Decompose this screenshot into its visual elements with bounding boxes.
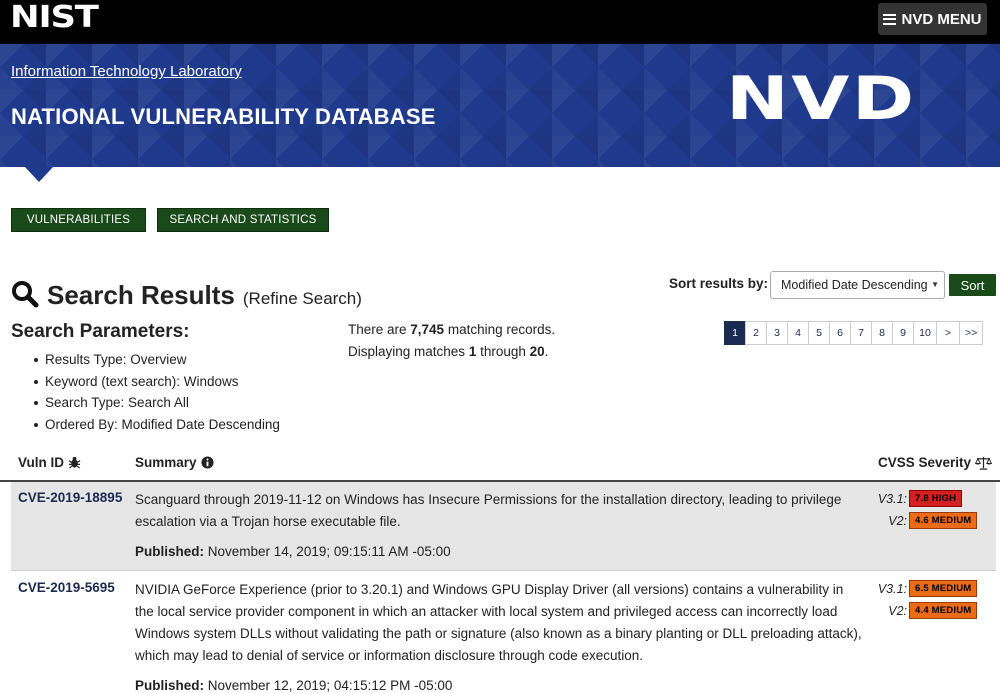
- page-8[interactable]: 8: [871, 321, 893, 345]
- display-end: .: [544, 344, 549, 359]
- cvss-v3: [877, 490, 962, 507]
- cvss-v2: [877, 512, 977, 529]
- top-bar: [0, 0, 1000, 44]
- itl-link[interactable]: Information Technology Laboratory: [11, 63, 242, 80]
- match-suffix: matching records.: [444, 322, 556, 337]
- search-icon: [11, 280, 39, 308]
- info-icon: [201, 456, 214, 469]
- banner-notch: [25, 167, 53, 182]
- bug-icon: [68, 456, 81, 469]
- search-results-heading: [11, 276, 362, 311]
- cvss-v2-label: V2:: [888, 603, 907, 618]
- display-from: 1: [468, 344, 477, 359]
- pagination: [725, 321, 983, 345]
- param-item: Results Type: Overview: [34, 349, 280, 371]
- cve-summary: Scanguard through 2019-11-12 on Windows has Insecure Permissions for the installation directory, leading to privilege escalation via a Trojan horse executable file.: [135, 492, 842, 529]
- page-2[interactable]: 2: [745, 321, 767, 345]
- cve-id-link[interactable]: CVE-2019-5695: [18, 580, 115, 595]
- display-through: through: [476, 344, 530, 359]
- refine-search-link[interactable]: (Refine Search): [242, 289, 362, 308]
- page-9[interactable]: 9: [892, 321, 914, 345]
- nvd-menu-label: NVD MENU: [901, 10, 982, 28]
- nist-logo[interactable]: NIST: [10, 0, 98, 35]
- param-item: Search Type: Search All: [34, 392, 280, 414]
- published-label: Published:: [135, 544, 205, 559]
- severity-badge[interactable]: 6.5 MEDIUM: [909, 580, 977, 597]
- page-4[interactable]: 4: [787, 321, 809, 345]
- severity-badge[interactable]: 4.6 MEDIUM: [909, 512, 977, 529]
- match-count: 7,745: [410, 322, 445, 337]
- sort-label: Sort results by:: [669, 276, 769, 291]
- cve-summary: NVIDIA GeForce Experience (prior to 3.20.1) and Windows GPU Display Driver (all versions) contains a vulnerability in the local service provider component in which an attacker with local system and privileged access can incorrectly load Windows system DLLs without validating the path or signature (also known as a binary planting or DLL preloading attack), which may lead to denial of service or information disclosure through code execution.: [135, 582, 862, 663]
- col-vuln-id-label: Vuln ID: [18, 455, 64, 470]
- table-row: [11, 482, 996, 571]
- cvss-v2-label: V2:: [888, 513, 907, 528]
- search-parameters-title: Search Parameters:: [11, 321, 190, 342]
- published-label: Published:: [135, 678, 205, 693]
- match-prefix: There are: [348, 322, 411, 337]
- cve-id-link[interactable]: CVE-2019-18895: [18, 490, 123, 505]
- published-date: [135, 678, 452, 693]
- page-5[interactable]: 5: [808, 321, 830, 345]
- match-summary: [348, 319, 555, 363]
- sort-button[interactable]: Sort: [949, 274, 996, 296]
- display-prefix: Displaying matches: [348, 344, 469, 359]
- param-item: Ordered By: Modified Date Descending: [34, 414, 280, 436]
- page-last[interactable]: >>: [959, 321, 983, 345]
- vulnerabilities-button[interactable]: VULNERABILITIES: [11, 208, 146, 232]
- cvss-v2: [877, 602, 977, 619]
- col-summary[interactable]: [135, 455, 214, 470]
- page-1[interactable]: 1: [724, 321, 746, 345]
- hamburger-icon: [883, 14, 896, 25]
- param-item: Keyword (text search): Windows: [34, 371, 280, 393]
- severity-badge[interactable]: 7.8 HIGH: [909, 490, 962, 507]
- col-summary-label: Summary: [135, 455, 197, 470]
- severity-badge[interactable]: 4.4 MEDIUM: [909, 602, 977, 619]
- display-to: 20: [529, 344, 545, 359]
- nvd-logo[interactable]: NVD: [726, 64, 917, 134]
- col-vuln-id[interactable]: [18, 455, 81, 470]
- page-7[interactable]: 7: [850, 321, 872, 345]
- scale-icon: [975, 456, 992, 470]
- page-6[interactable]: 6: [829, 321, 851, 345]
- search-parameters-list: [34, 349, 280, 435]
- search-statistics-button[interactable]: SEARCH AND STATISTICS: [157, 208, 329, 232]
- page-3[interactable]: 3: [766, 321, 788, 345]
- nvd-banner: [0, 44, 1000, 167]
- published-value: November 14, 2019; 09:15:11 AM -05:00: [204, 544, 451, 559]
- sort-select-value: Modified Date Descending: [781, 278, 928, 292]
- cvss-v3: [877, 580, 977, 597]
- nvd-menu-button[interactable]: [878, 3, 987, 35]
- col-cvss-severity[interactable]: [878, 455, 992, 470]
- cvss-v3-label: V3.1:: [877, 491, 907, 506]
- search-results-title: Search Results: [47, 280, 235, 310]
- dropdown-caret-icon: ▼: [931, 280, 939, 289]
- table-row: [11, 572, 996, 693]
- published-date: [135, 544, 451, 559]
- results-table-header: [0, 449, 1000, 482]
- cvss-v3-label: V3.1:: [877, 581, 907, 596]
- page-title: NATIONAL VULNERABILITY DATABASE: [11, 104, 436, 129]
- sort-select[interactable]: [770, 271, 945, 299]
- col-severity-label: CVSS Severity: [878, 455, 972, 470]
- published-value: November 12, 2019; 04:15:12 PM -05:00: [204, 678, 453, 693]
- page-10[interactable]: 10: [913, 321, 937, 345]
- page-next[interactable]: >: [936, 321, 960, 345]
